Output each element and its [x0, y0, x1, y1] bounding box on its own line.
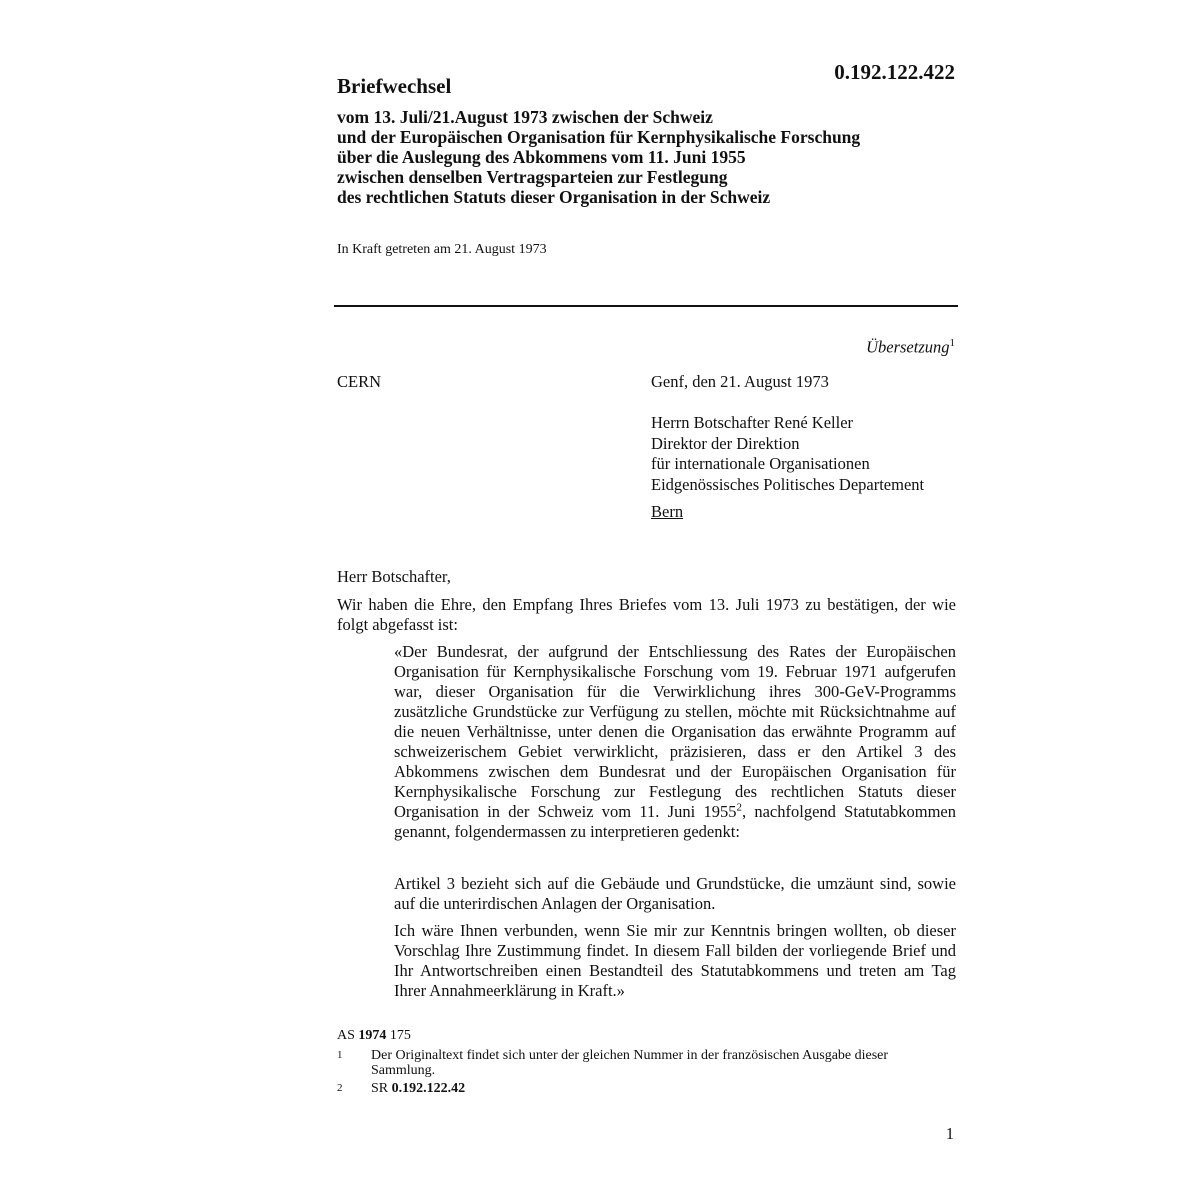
document-title: Briefwechsel: [337, 74, 452, 98]
footnote-text: [371, 1081, 931, 1096]
recipient-address: [651, 413, 924, 495]
salutation: Herr Botschafter,: [337, 567, 451, 586]
quote-paragraph-3: Ich wäre Ihnen verbunden, wenn Sie mir zur Kenntnis bringen wollten, ob dieser Vorschlag Ihre Zustimmung findet. In diesem Fall bilden der vorliegende Brief und Ihr Antwortschreiben einen Bestandteil des Statutabkommens und treten am Tag Ihrer Annahmeerklärung in Kraft.»: [394, 921, 956, 1000]
header-divider: [334, 305, 958, 307]
address-line: Direktor der Direktion: [651, 433, 800, 453]
subtitle-line: und der Europäischen Organisation für Kernphysikalische Forschung: [337, 127, 861, 147]
footnote-2: [337, 1081, 931, 1096]
sr-reference-link[interactable]: 0.192.122.42: [391, 1081, 466, 1096]
subtitle-line: über die Auslegung des Abkommens vom 11. Juni 1955: [337, 147, 746, 167]
address-line: für internationale Organisationen: [651, 454, 870, 473]
address-city: Bern: [651, 502, 684, 521]
quote-paragraph-2: Artikel 3 bezieht sich auf die Gebäude und Grundstücke, die umzäunt sind, sowie auf die unterirdischen Anlagen der Organisation.: [394, 874, 956, 913]
translation-label: [700, 337, 955, 358]
subtitle-line: des rechtlichen Statuts dieser Organisation in der Schweiz: [337, 187, 771, 207]
page-number: 1: [945, 1124, 954, 1143]
translation-text: Übersetzung: [866, 337, 950, 357]
quote-text: «Der Bundesrat, der aufgrund der Entschliessung des Rates der Europäischen Organisation für Kernphysikalische Forschung vom 19. Februar 1971 aufgerufen war, dieser Organisation für die Verwirklichung ihres 300-GeV-Programms zusätzliche Grundstücke zur Verfügung zu stellen, möchte mit Rücksichtnahme auf die neuen Verhältnisse, unter denen die Organisation das erwähnte Programm auf schweizerischem Gebiet verwirklicht, präzisieren, dass er den Artikel 3 des Abkommens zwischen dem Bundesrat und der Europäischen Organisation für Kernphysikalische Forschung zur Festlegung des rechtlichen Statuts dieser Organisation in der Schweiz vom 11. Juni 1955: [394, 642, 956, 821]
footnote-mark: 2: [337, 1082, 343, 1094]
subtitle-line: zwischen denselben Vertragsparteien zur Festlegung: [337, 167, 728, 187]
quote-paragraph-1: [394, 642, 956, 842]
sr-number: 0.192.122.422: [834, 60, 955, 84]
document-subtitle: [337, 107, 860, 207]
place-date: Genf, den 21. August 1973: [651, 372, 829, 391]
as-reference: [337, 1028, 411, 1044]
intro-paragraph: Wir haben die Ehre, den Empfang Ihres Briefes vom 13. Juli 1973 zu bestätigen, der wie folgt abgefasst ist:: [337, 595, 956, 634]
as-year: 1974: [358, 1028, 387, 1043]
as-prefix: AS: [337, 1028, 355, 1043]
address-line: Herrn Botschafter René Keller: [651, 413, 854, 432]
sr-prefix: SR: [371, 1081, 389, 1096]
address-line: Eidgenössisches Politisches Departement: [651, 474, 925, 494]
in-force-date: In Kraft getreten am 21. August 1973: [337, 242, 547, 257]
as-page: 175: [389, 1028, 411, 1043]
sender: CERN: [337, 372, 382, 391]
footnote-text: Der Originaltext findet sich unter der gleichen Nummer in der französischen Ausgabe dieser Sammlung.: [371, 1048, 889, 1078]
footnote-ref-1[interactable]: 1: [949, 337, 955, 349]
footnote-ref-2[interactable]: 2: [736, 801, 742, 814]
quote-text: , nachfolgend Statutabkommen genannt, folgendermassen zu interpretieren gedenkt:: [394, 802, 956, 841]
subtitle-line: vom 13. Juli/21.August 1973 zwischen der Schweiz: [337, 107, 713, 127]
footnote-mark: 1: [337, 1049, 343, 1061]
footnote-1: [337, 1048, 931, 1078]
